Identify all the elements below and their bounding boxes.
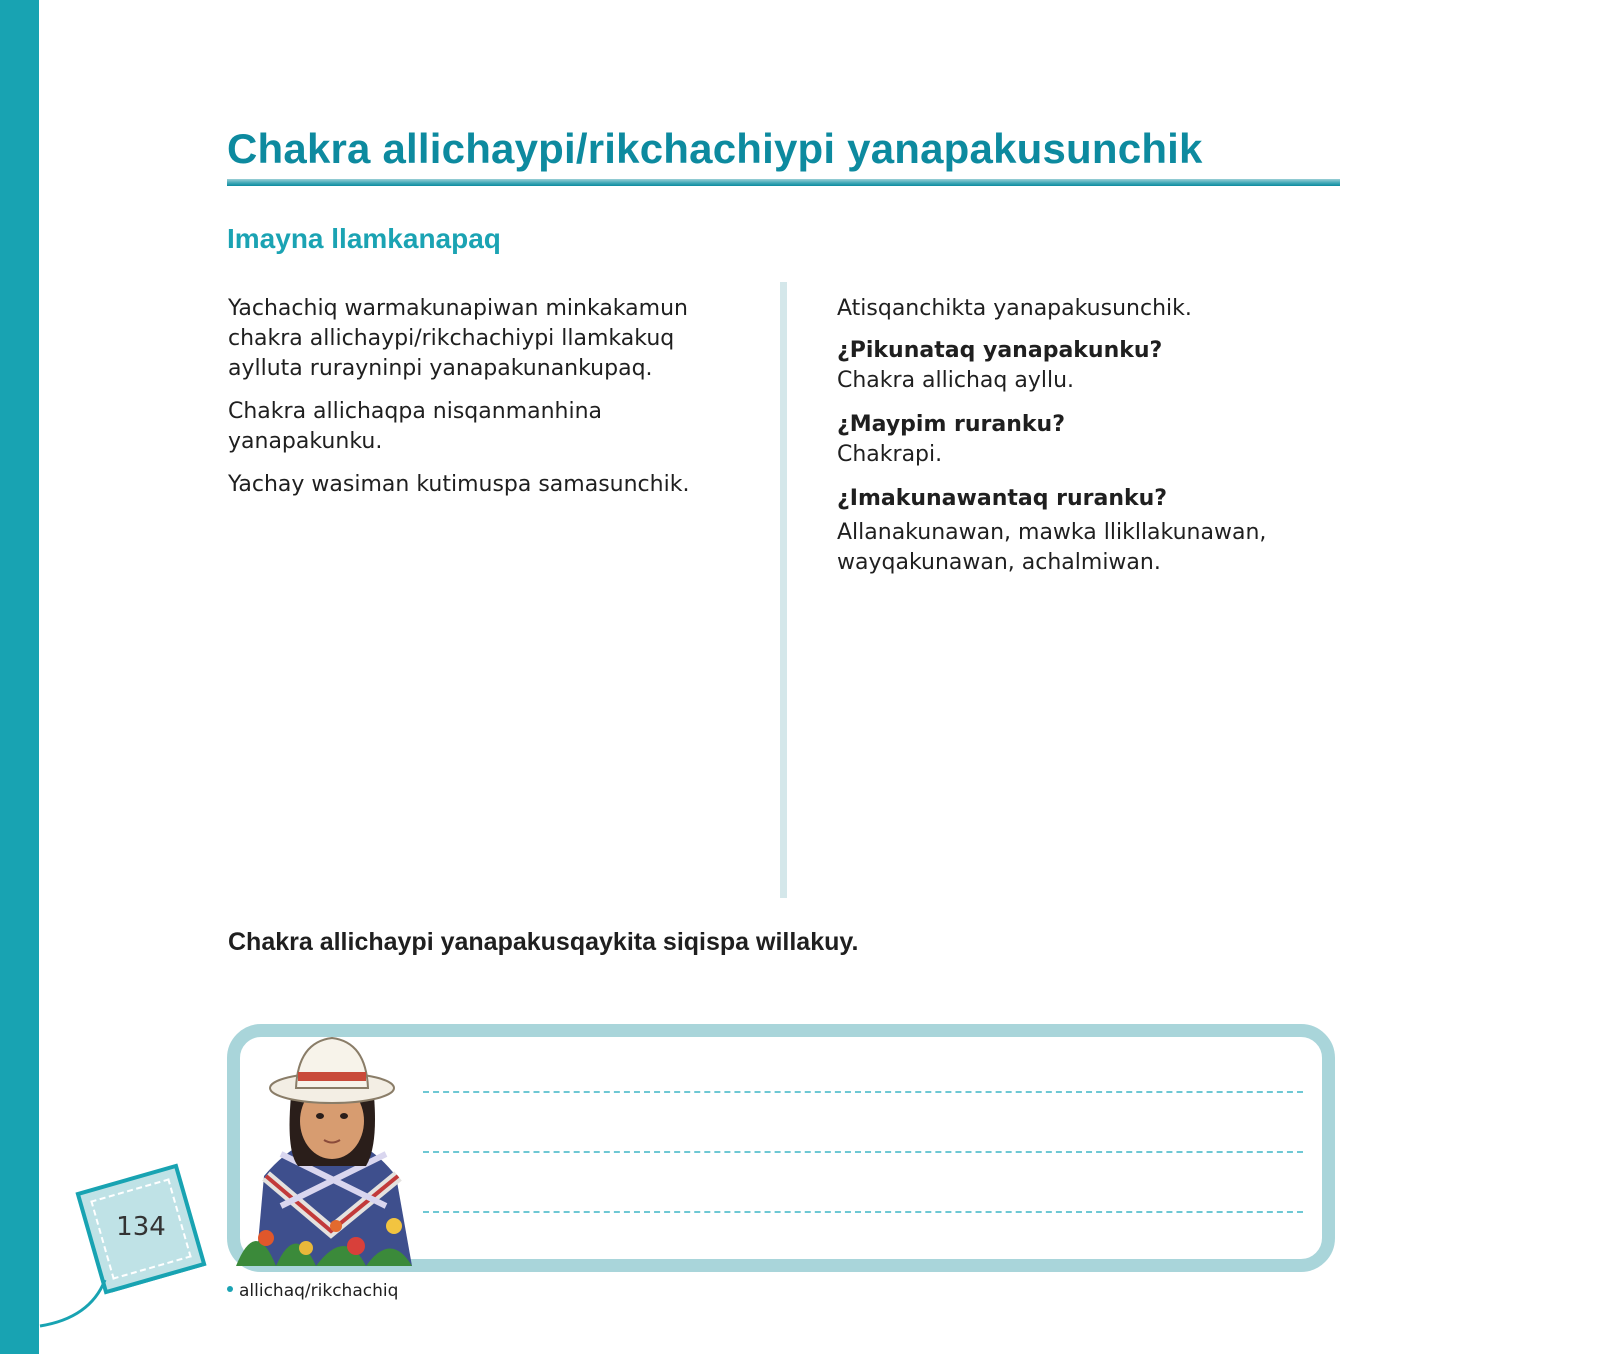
glossary-note [227, 1281, 398, 1301]
qa-item [837, 410, 1317, 470]
intro-text: Atisqanchikta yanapakusunchik. [837, 296, 1192, 321]
right-column [837, 294, 1317, 592]
section-subtitle: Imayna llamkanapaq [227, 223, 501, 254]
girl-illustration [236, 1026, 426, 1266]
question: ¿Imakunawantaq ruranku? [837, 486, 1168, 511]
kite-string-decoration [0, 1278, 120, 1354]
question: ¿Maypim ruranku? [837, 412, 1065, 437]
page-title: Chakra allichaypi/rikchachiypi yanapakusunchik [227, 125, 1203, 172]
exercise-instruction: Chakra allichaypi yanapakusqaykita siqispa willakuy. [228, 928, 859, 956]
answer: Chakra allichaq ayllu. [837, 368, 1075, 393]
writing-line[interactable] [423, 1091, 1303, 1093]
left-column [228, 294, 748, 513]
paragraph: Yachachiq warmakunapiwan minkakamun chakra allichaypi/rikchachiypi llamkakuq aylluta rurayninpi yanapakunankupaq. [228, 296, 688, 381]
glossary-text: allichaq/rikchachiq [239, 1281, 399, 1301]
left-margin-bar [0, 0, 39, 1354]
page-number: 134 [116, 1212, 166, 1242]
writing-line[interactable] [423, 1211, 1303, 1213]
paragraph: Yachay wasiman kutimuspa samasunchik. [228, 472, 690, 497]
writing-line[interactable] [423, 1151, 1303, 1153]
question: ¿Pikunataq yanapakunku? [837, 338, 1163, 363]
qa-item [837, 336, 1317, 396]
title-underline [227, 179, 1340, 186]
bullet-icon [227, 1286, 233, 1292]
column-divider [780, 282, 787, 898]
answer: Allanakunawan, mawka llikllakunawan, wayqakunawan, achalmiwan. [837, 520, 1267, 575]
qa-item [837, 484, 1317, 578]
answer: Chakrapi. [837, 442, 943, 467]
paragraph: Chakra allichaqpa nisqanmanhina yanapakunku. [228, 399, 603, 454]
